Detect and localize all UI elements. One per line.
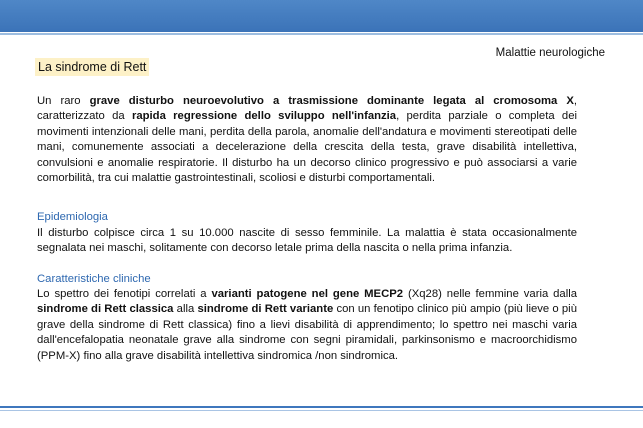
document-body <box>37 94 577 364</box>
epidemiology-heading: Epidemiologia <box>37 211 108 224</box>
clinical-bold-text: varianti patogene nel gene MECP2 <box>211 288 404 301</box>
header-divider <box>0 33 643 35</box>
intro-bold-text: rapida regressione dello sviluppo nell'infanzia <box>131 110 397 123</box>
intro-text: , caratterizzato da <box>37 95 578 123</box>
footer-divider <box>0 406 643 408</box>
clinical-paragraph <box>37 287 577 364</box>
epidemiology-paragraph: Il disturbo colpisce circa 1 su 10.000 nascite di sesso femminile. La malattia è stata occasionalmente segnalata nei maschi, solitamente con decorso letale prima della nascita o nella prima infanzia. <box>37 226 577 255</box>
page-title: La sindrome di Rett <box>35 58 149 76</box>
clinical-bold-text: sindrome di Rett classica <box>37 303 174 316</box>
intro-text: Un raro <box>37 95 90 107</box>
clinical-text: (Xq28) nelle femmine varia dalla <box>403 288 578 301</box>
footer-divider-light <box>0 410 643 411</box>
intro-bold-text: grave disturbo neuroevolutivo a trasmissione dominante legata al cromosoma X <box>89 95 574 107</box>
header-bar <box>0 0 643 32</box>
clinical-text: alla <box>173 303 198 316</box>
clinical-text: con un fenotipo clinico più ampio (più lieve o più grave della sindrome di Rett classica) fino a lievi disabilità di apprendimento; lo spettro nei maschi varia dall'encefalopatia neonatale grave alla sindrome con segni piramidali, parkinsonismo e macroorchidismo (PPM-X) fino alla grave disabilità intellettiva sindromica /non sindromica. <box>37 303 577 362</box>
intro-paragraph <box>37 94 577 186</box>
clinical-text: Lo spettro dei fenotipi correlati a <box>37 288 212 301</box>
clinical-bold-text: sindrome di Rett variante <box>197 303 334 316</box>
clinical-heading: Caratteristiche cliniche <box>37 272 151 285</box>
category-label: Malattie neurologiche <box>495 47 605 59</box>
intro-text: , perdita parziale o completa dei movimenti intenzionali delle mani, perdita della parola, anomalie dell'andatura e movimenti stereotipati delle mani, comunemente associati a decelerazione della crescita della testa, grave disabilità intellettiva, convulsioni e anomalie respiratorie. Il disturbo ha un decorso clinico progressivo e può associarsi a varie comorbilità, tra cui malattie gastrointestinali, scoliosi e disturbi comportamentali. <box>37 110 577 185</box>
